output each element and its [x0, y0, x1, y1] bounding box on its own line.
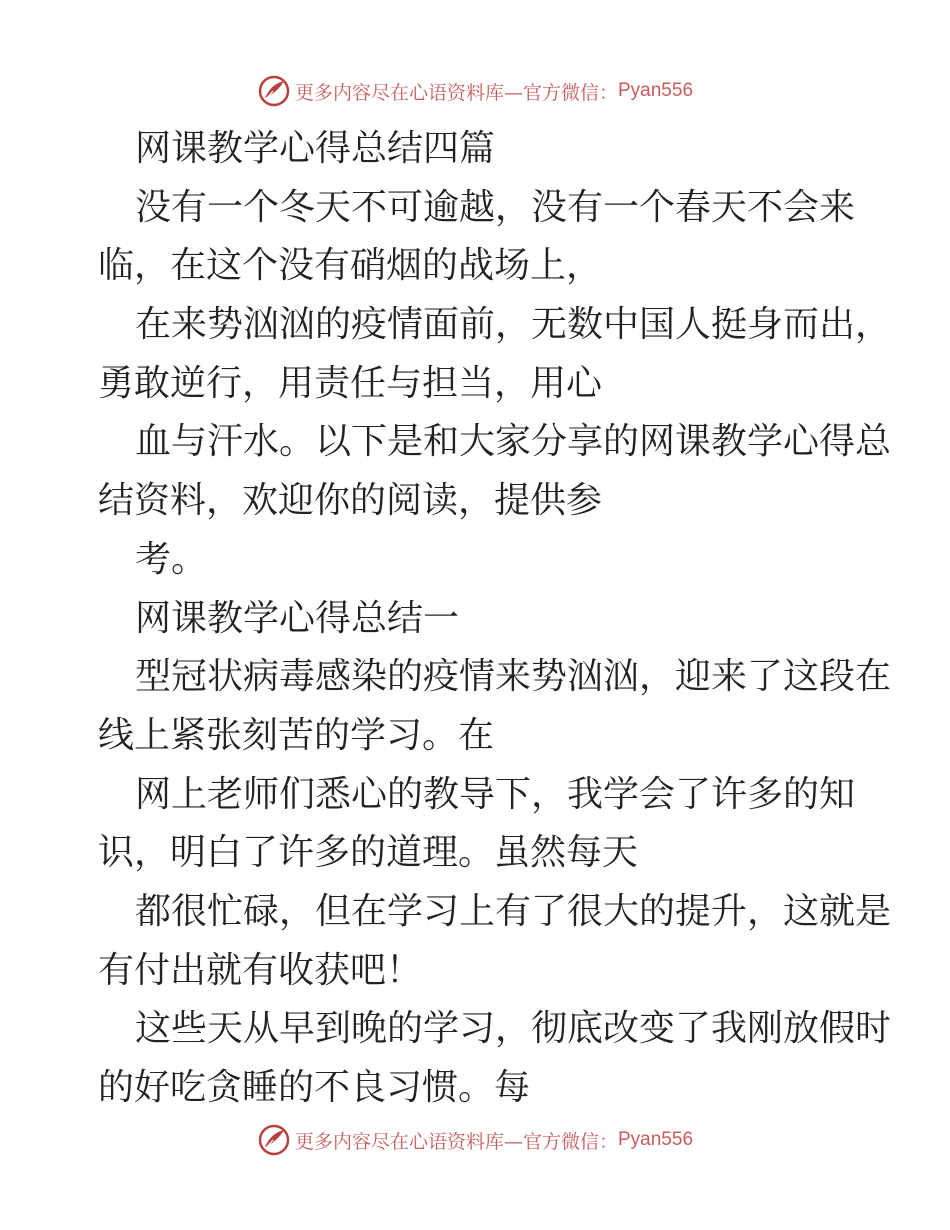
text-line: 考。	[135, 538, 208, 580]
text-line: 在来势汹汹的疫情面前，无数中国人挺身而出，	[135, 304, 892, 346]
text-line: 型冠状病毒感染的疫情来势汹汹，迎来了这段在	[135, 656, 892, 698]
text-line: 结资料，欢迎你的阅读，提供参	[98, 480, 603, 522]
text-line: 没有一个冬天不可逾越，没有一个春天不会来	[135, 186, 856, 228]
text-line: 识，明白了许多的道理。虽然每天	[98, 832, 639, 874]
text-line: 网课教学心得总结一	[135, 597, 460, 639]
text-line: 网课教学心得总结四篇	[135, 128, 496, 169]
text-line: 这些天从早到晚的学习，彻底改变了我刚放假时	[135, 1008, 892, 1050]
quill-logo-icon	[257, 1123, 291, 1157]
text-line: 都很忙碌，但在学习上有了很大的提升，这就是	[135, 890, 892, 932]
banner-text: 更多内容尽在心语资料库—官方微信：	[294, 1130, 618, 1153]
quill-logo-icon	[257, 74, 291, 108]
text-line: 网上老师们悉心的教导下，我学会了许多的知	[135, 773, 856, 815]
text-line: 血与汗水。以下是和大家分享的网课教学心得总	[135, 421, 892, 463]
text-line: 勇敢逆行，用责任与担当，用心	[98, 362, 603, 404]
wechat-id: Pyan556	[618, 1129, 694, 1150]
wechat-id: Pyan556	[618, 80, 694, 101]
text-line: 线上紧张刻苦的学习。在	[98, 714, 495, 756]
banner-text: 更多内容尽在心语资料库—官方微信：	[294, 81, 618, 104]
header-banner	[0, 71, 950, 111]
text-line: 临，在这个没有硝烟的战场上，	[98, 245, 603, 287]
text-line: 有付出就有收获吧！	[98, 949, 423, 991]
text-line: 的好吃贪睡的不良习惯。每	[98, 1067, 531, 1108]
footer-banner	[0, 1120, 950, 1160]
document-body	[98, 120, 892, 1118]
